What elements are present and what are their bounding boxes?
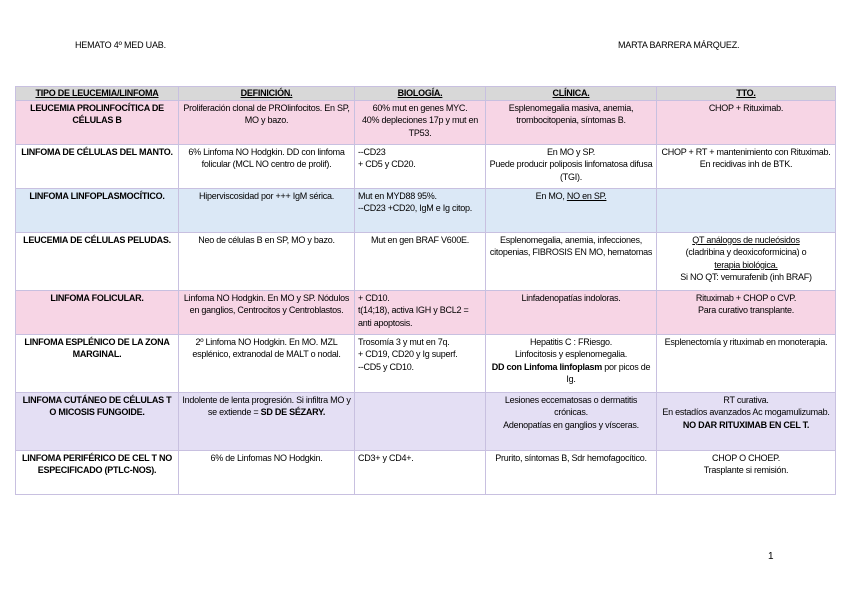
- cell-tto: CHOP + RT + mantenimiento con Rituximab. En recidivas inh de BTK.: [657, 144, 836, 188]
- tto-line: Rituximab + CHOP o CVP.: [695, 292, 797, 303]
- biologia-line: --CD23: [358, 146, 386, 157]
- cell-tto: [657, 392, 836, 450]
- cell-definicion: Proliferación clonal de PROlinfocitos. En SP, MO y bazo.: [179, 100, 355, 144]
- cell-biologia: [355, 100, 486, 144]
- cell-clinica: [486, 334, 657, 392]
- tto-underlined: QT análogos de nucleósidos: [692, 234, 800, 245]
- cell-name: LEUCEMIA DE CÉLULAS PELUDAS.: [16, 232, 179, 290]
- cell-name: LINFOMA DE CÉLULAS DEL MANTO.: [16, 144, 179, 188]
- cell-name: LINFOMA ESPLÉNICO DE LA ZONA MARGINAL.: [16, 334, 179, 392]
- cell-name: LINFOMA LINFOPLASMOCÍTICO.: [16, 188, 179, 232]
- cell-clinica: Prurito, síntomas B, Sdr hemofagocítico.: [486, 450, 657, 494]
- definicion-prefix: Indolente de lenta progresión. Si infiltra MO y se extiende =: [182, 394, 351, 417]
- tto-bold: NO DAR RITUXIMAB EN CEL T.: [682, 419, 810, 430]
- cell-clinica: Esplenomegalia masiva, anemia, trombocitopenia, síntomas B.: [486, 100, 657, 144]
- table-row: [16, 392, 836, 450]
- cell-biologia: [355, 144, 486, 188]
- cell-tto: [657, 188, 836, 232]
- clinica-bold: DD con Linfoma linfoplasm: [491, 361, 602, 372]
- cell-biologia: [355, 232, 486, 290]
- column-header-definicion: DEFINICIÓN.: [179, 87, 355, 101]
- table-row: [16, 144, 836, 188]
- cell-tto: [657, 290, 836, 334]
- table-row: [16, 232, 836, 290]
- cell-definicion: 2º Linfoma NO Hodgkin. En MO. MZL esplénico, extranodal de MALT o nodal.: [179, 334, 355, 392]
- cell-biologia: [355, 188, 486, 232]
- table-row: [16, 100, 836, 144]
- page-number: 1: [768, 551, 774, 562]
- biologia-line: 40% depleciones 17p y mut en TP53.: [361, 115, 479, 138]
- cell-clinica: Linfadenopatías indoloras.: [486, 290, 657, 334]
- cell-tto: [657, 232, 836, 290]
- tto-line: Trasplante si remisión.: [703, 465, 789, 475]
- clinica-line: Puede producir poliposis linfomatosa difusa (TGI).: [489, 159, 653, 182]
- cell-biologia: [355, 450, 486, 494]
- table-row: [16, 450, 836, 494]
- cell-biologia: [355, 392, 486, 450]
- clinica-line: Lesiones eccematosas o dermatitis crónicas.: [504, 394, 638, 417]
- tto-mid: (cladribina y deoxicoformicina) o: [685, 247, 807, 257]
- header-left: HEMATO 4º MED UAB.: [75, 40, 166, 50]
- cell-name: LINFOMA FOLICULAR.: [16, 290, 179, 334]
- clinica-prefix: En MO,: [535, 190, 567, 201]
- clinica-underlined: NO en SP.: [566, 190, 607, 201]
- cell-clinica: [486, 144, 657, 188]
- cell-tto: Esplenectomía y rituximab en monoterapia.: [657, 334, 836, 392]
- cell-name: LINFOMA CUTÁNEO DE CÉLULAS T O MICOSIS FUNGOIDE.: [16, 392, 179, 450]
- tto-underlined: terapia biológica.: [714, 259, 778, 270]
- cell-clinica: [486, 188, 657, 232]
- biologia-line: --CD5 y CD10.: [358, 361, 414, 372]
- biologia-line: + CD19, CD20 y Ig superf.: [358, 349, 458, 359]
- table-row: [16, 188, 836, 232]
- table-header-row: [16, 87, 836, 101]
- header-right: MARTA BARRERA MÁRQUEZ.: [618, 40, 740, 50]
- clinica-line: Linfocitosis y esplenomegalia.: [514, 349, 628, 359]
- cell-name: LINFOMA PERIFÉRICO DE CEL T NO ESPECIFICADO (PTLC-NOS).: [16, 450, 179, 494]
- cell-biologia: [355, 290, 486, 334]
- biologia-line: --CD23 +CD20, IgM e Ig citop.: [358, 203, 473, 213]
- table-row: [16, 334, 836, 392]
- cell-definicion: 6% de Linfomas NO Hodgkin.: [179, 450, 355, 494]
- column-header-biologia: BIOLOGÍA.: [355, 87, 486, 101]
- cell-definicion: Hiperviscosidad por +++ IgM sérica.: [179, 188, 355, 232]
- biologia-line: + CD5 y CD20.: [358, 159, 416, 169]
- clinica-line: Adenopatías en ganglios y vísceras.: [503, 419, 639, 430]
- column-header-clinica: CLÍNICA.: [486, 87, 657, 101]
- biologia-line: Mut en MYD88 95%.: [358, 190, 437, 201]
- cell-definicion: Neo de células B en SP, MO y bazo.: [179, 232, 355, 290]
- cell-name: LEUCEMIA PROLINFOCÍTICA DE CÉLULAS B: [16, 100, 179, 144]
- tto-end: Si NO QT: vemurafenib (inh BRAF): [680, 272, 812, 282]
- cell-definicion: [179, 392, 355, 450]
- tto-line: Para curativo transplante.: [697, 305, 795, 315]
- cell-clinica: [486, 392, 657, 450]
- definicion-bold: SD DE SÉZARY.: [260, 407, 326, 417]
- biologia-line: Trosomía 3 y mut en 7q.: [358, 336, 450, 347]
- tto-line: CHOP O CHOEP.: [712, 452, 780, 463]
- column-header-tto: TTO.: [657, 87, 836, 101]
- biologia-line: t(14;18), activa IGH y BCL2 = anti apoptosis.: [358, 305, 469, 328]
- cell-definicion: 6% Linfoma NO Hodgkin. DD con linfoma folicular (MCL NO centro de prolif).: [179, 144, 355, 188]
- column-header-tipo: TIPO DE LEUCEMIA/LINFOMA: [16, 87, 179, 101]
- leukemia-lymphoma-table: [15, 86, 836, 495]
- cell-tto: [657, 450, 836, 494]
- biologia-line: + CD10.: [358, 292, 390, 303]
- clinica-line: Hepatitis C : FRiesgo.: [529, 336, 613, 347]
- tto-line: RT curativa.: [723, 394, 769, 405]
- biologia-line: 60% mut en genes MYC.: [372, 102, 468, 113]
- cell-tto: CHOP + Rituximab.: [657, 100, 836, 144]
- tto-line: En estadíos avanzados Ac mogamulizumab.: [662, 407, 830, 417]
- cell-definicion: Linfoma NO Hodgkin. En MO y SP. Nódulos en ganglios, Centrocitos y Centroblastos.: [179, 290, 355, 334]
- biologia-line: CD3+ y CD4+.: [358, 452, 414, 463]
- cell-biologia: [355, 334, 486, 392]
- table-row: [16, 290, 836, 334]
- biologia-line: Mut en gen BRAF V600E.: [370, 234, 470, 245]
- clinica-line: En MO y SP.: [546, 146, 596, 157]
- clinica-tail: por picos de Ig.: [566, 361, 651, 384]
- cell-clinica: Esplenomegalia, anemia, infecciones, citopenias, FIBROSIS EN MO, hematomas: [486, 232, 657, 290]
